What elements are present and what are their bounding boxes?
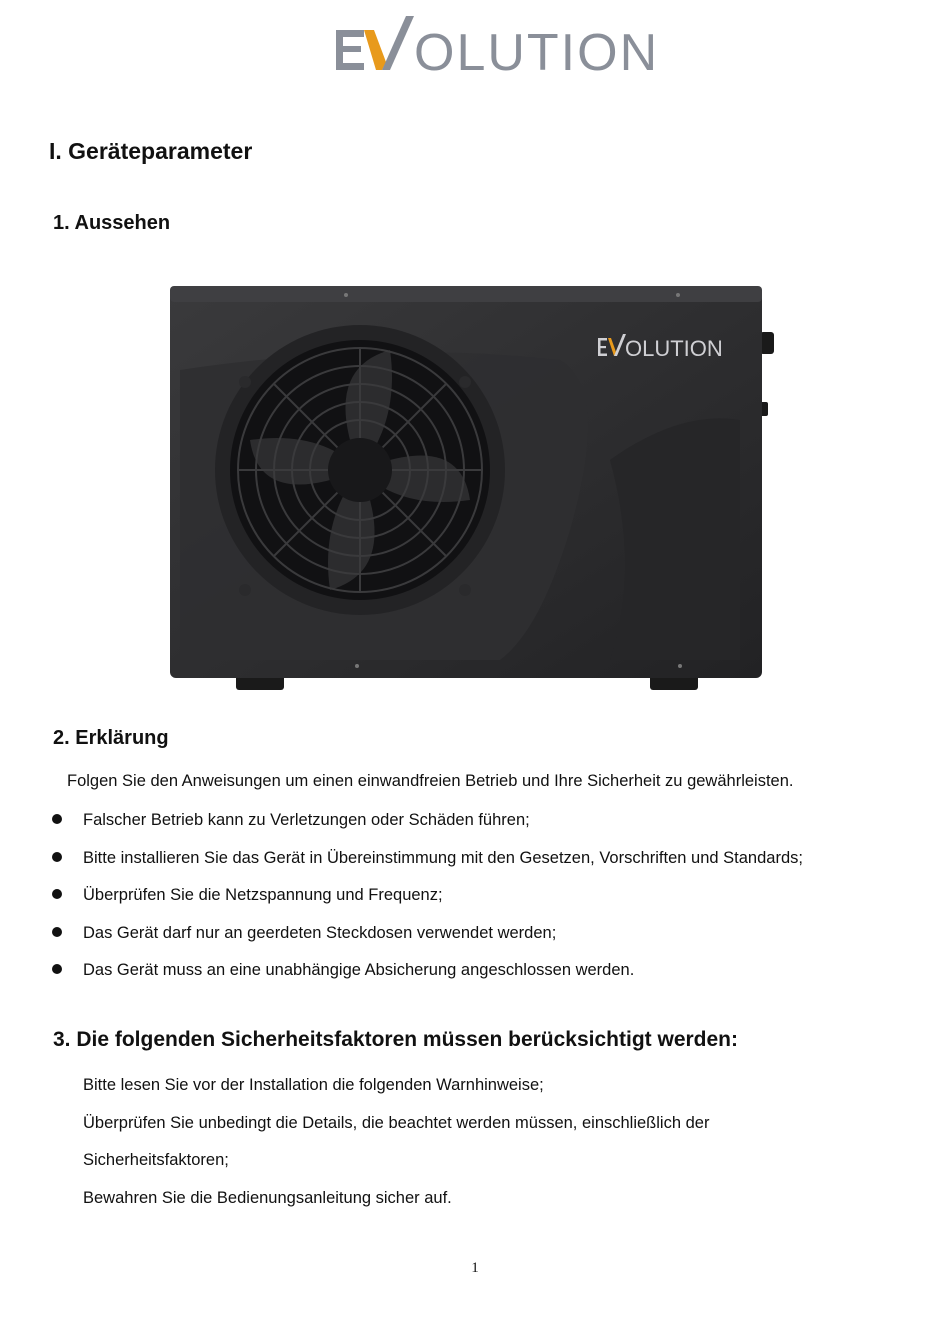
paragraph-line: Sicherheitsfaktoren; bbox=[83, 1151, 229, 1169]
list-item-text: Das Gerät darf nur an geerdeten Steckdosen verwendet werden; bbox=[83, 923, 557, 942]
heading-sicherheitsfaktoren: 3. Die folgenden Sicherheitsfaktoren müssen berücksichtigt werden: bbox=[53, 1028, 739, 1051]
list-item bbox=[50, 922, 803, 960]
list-item-text: Das Gerät muss an eine unabhängige Absicherung angeschlossen werden. bbox=[83, 961, 635, 979]
svg-text:OLUTION: OLUTION bbox=[414, 24, 660, 82]
brand-logo bbox=[334, 12, 660, 82]
bullet-icon bbox=[52, 964, 62, 974]
paragraph-line: Bewahren Sie die Bedienungsanleitung sicher auf. bbox=[83, 1188, 452, 1207]
list-item bbox=[50, 809, 803, 847]
bullet-icon bbox=[52, 889, 62, 899]
list-item bbox=[50, 884, 803, 922]
erklaerung-bullet-list bbox=[50, 809, 803, 997]
evolution-logo-mark bbox=[334, 12, 660, 82]
bullet-icon bbox=[52, 814, 62, 824]
list-item-text: Falscher Betrieb kann zu Verletzungen oder Schäden führen; bbox=[83, 811, 530, 829]
heading-aussehen: 1. Aussehen bbox=[53, 212, 171, 234]
heat-pump-image bbox=[140, 270, 810, 710]
list-item bbox=[50, 959, 803, 997]
paragraph-line: Überprüfen Sie unbedingt die Details, die beachtet werden müssen, einschließlich der bbox=[83, 1113, 710, 1132]
list-item-text: Überprüfen Sie die Netzspannung und Frequenz; bbox=[83, 886, 443, 904]
paragraph-line: Bitte lesen Sie vor der Installation die folgenden Warnhinweise; bbox=[83, 1076, 544, 1094]
list-item bbox=[50, 847, 803, 885]
section-title: I. Geräteparameter bbox=[49, 138, 253, 164]
sicherheit-text-block bbox=[83, 1074, 709, 1224]
svg-text:OLUTION: OLUTION bbox=[625, 336, 723, 361]
bullet-icon bbox=[52, 927, 62, 937]
list-item-text: Bitte installieren Sie das Gerät in Übereinstimmung mit den Gesetzen, Vorschriften und Standards; bbox=[83, 848, 803, 867]
bullet-icon bbox=[52, 852, 62, 862]
heat-pump-illustration bbox=[140, 270, 810, 710]
page-number: 1 bbox=[471, 1260, 479, 1276]
heading-erklaerung: 2. Erklärung bbox=[53, 727, 169, 749]
erklaerung-intro: Folgen Sie den Anweisungen um einen einwandfreien Betrieb und Ihre Sicherheit zu gewährleisten. bbox=[67, 772, 794, 790]
